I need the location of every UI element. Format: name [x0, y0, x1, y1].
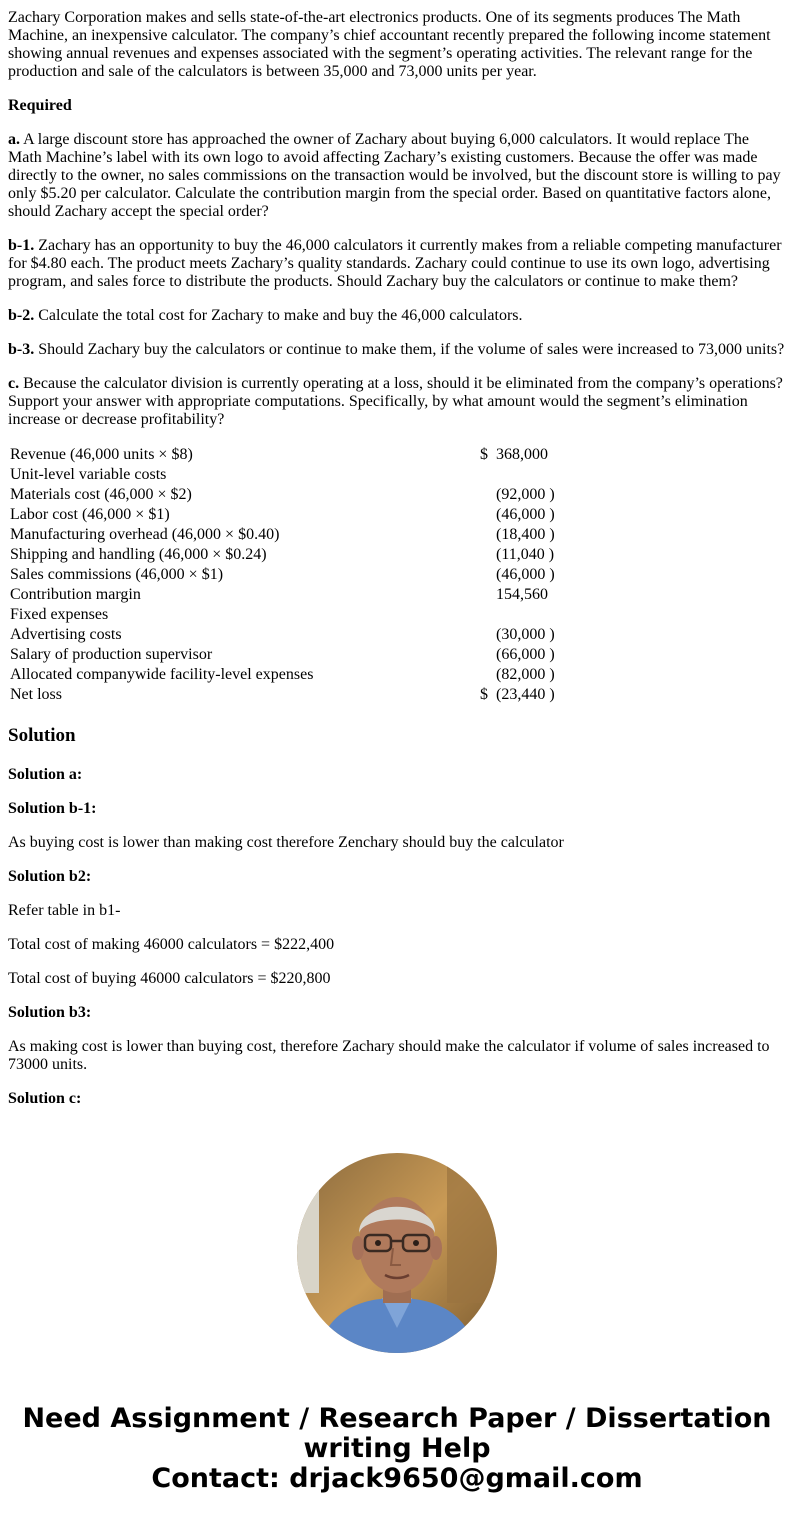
- row-currency: [478, 565, 494, 585]
- row-amount: [494, 465, 558, 485]
- table-row: [8, 585, 558, 605]
- row-label: Unit-level variable costs: [10, 466, 167, 483]
- question-b2: [8, 307, 786, 325]
- row-amount: (82,000 ): [496, 666, 555, 683]
- tutor-photo: [297, 1153, 497, 1353]
- document-body: [8, 9, 786, 1124]
- row-currency: $: [480, 446, 488, 463]
- question-a: [8, 131, 786, 221]
- row-currency: [478, 525, 494, 545]
- row-label: Materials cost (46,000 × $2): [10, 486, 192, 503]
- row-amount: [494, 605, 558, 625]
- solution-b1-heading: Solution b-1:: [8, 800, 97, 817]
- row-label: Sales commissions (46,000 × $1): [10, 566, 224, 583]
- row-amount: 368,000: [496, 446, 548, 463]
- solution-a-heading: Solution a:: [8, 766, 83, 783]
- income-statement-table: [8, 445, 558, 705]
- question-text: Calculate the total cost for Zachary to make and buy the 46,000 calculators.: [38, 307, 523, 324]
- banner-line-3: Contact: drjack9650@gmail.com: [151, 1463, 643, 1494]
- solution-b1-text: As buying cost is lower than making cost therefore Zenchary should buy the calculator: [8, 834, 564, 851]
- row-currency: [478, 585, 494, 605]
- row-currency: [478, 625, 494, 645]
- row-label: Labor cost (46,000 × $1): [10, 506, 170, 523]
- row-label: Net loss: [10, 686, 62, 703]
- solution-b2-heading: Solution b2:: [8, 868, 92, 885]
- question-b3: [8, 341, 786, 359]
- row-amount: (46,000 ): [496, 506, 555, 523]
- table-row: [8, 665, 558, 685]
- question-label: b-2.: [8, 307, 35, 324]
- row-amount: (92,000 ): [496, 486, 555, 503]
- row-label: Salary of production supervisor: [10, 646, 213, 663]
- question-text: A large discount store has approached the owner of Zachary about buying 6,000 calculators. It would replace The Math Machine’s label with its own logo to avoid affecting Zachary’s existing customers. Because the offer was made directly to the owner, no sales commissions on the transaction would be involved, but the discount store is willing to pay only $5.20 per calculator. Calculate the contribution margin from the special order. Based on quantitative factors alone, should Zachary accept the special order?: [8, 131, 781, 220]
- table-row: [8, 465, 558, 485]
- table-row: [8, 685, 558, 705]
- table-row: [8, 625, 558, 645]
- row-label: Shipping and handling (46,000 × $0.24): [10, 546, 267, 563]
- intro-paragraph: Zachary Corporation makes and sells state-of-the-art electronics products. One of its segments produces The Math Machine, an inexpensive calculator. The company’s chief accountant recently prepared the following income statement showing annual revenues and expenses associated with the segment’s operating activities. The relevant range for the production and sale of the calculators is between 35,000 and 73,000 units per year.: [8, 9, 771, 80]
- row-label: Revenue (46,000 units × $8): [10, 446, 193, 463]
- table-row: [8, 605, 558, 625]
- table-row: [8, 525, 558, 545]
- question-label: b-3.: [8, 341, 35, 358]
- row-amount: (11,040 ): [496, 546, 555, 563]
- row-amount: (23,440 ): [496, 686, 555, 703]
- banner-line-2: writing Help: [303, 1433, 491, 1464]
- question-text: Zachary has an opportunity to buy the 46,000 calculators it currently makes from a reliable competing manufacturer for $4.80 each. The product meets Zachary’s quality standards. Zachary could continue to use its own logo, advertising program, and sales force to distribute the products. Should Zachary buy the calculators or continue to make them?: [8, 237, 782, 290]
- contact-banner: [0, 1404, 794, 1494]
- row-label: Advertising costs: [10, 626, 122, 643]
- table-row: [8, 545, 558, 565]
- solution-c-heading: Solution c:: [8, 1090, 82, 1107]
- question-text: Should Zachary buy the calculators or continue to make them, if the volume of sales were increased to 73,000 units?: [38, 341, 785, 358]
- row-label: Allocated companywide facility-level expenses: [10, 666, 314, 683]
- row-amount: (46,000 ): [496, 566, 555, 583]
- question-c: [8, 375, 786, 429]
- row-currency: [478, 505, 494, 525]
- required-heading: Required: [8, 97, 72, 114]
- question-text: Because the calculator division is currently operating at a loss, should it be eliminated from the company’s operations? Support your answer with appropriate computations. Specifically, by what amount would the segment’s elimination increase or decrease profitability?: [8, 375, 783, 428]
- banner-line-1: Need Assignment / Research Paper / Dissertation: [22, 1403, 772, 1434]
- row-amount: (30,000 ): [496, 626, 555, 643]
- table-row: [8, 565, 558, 585]
- solution-b3-heading: Solution b3:: [8, 1004, 92, 1021]
- question-label: c.: [8, 375, 20, 392]
- solution-b3-text: As making cost is lower than buying cost, therefore Zachary should make the calculator if volume of sales increased to 73000 units.: [8, 1038, 770, 1073]
- row-currency: [478, 665, 494, 685]
- solution-b2-buy-cost: Total cost of buying 46000 calculators = $220,800: [8, 970, 331, 987]
- row-amount: 154,560: [496, 586, 548, 603]
- row-currency: [478, 545, 494, 565]
- row-amount: (18,400 ): [496, 526, 555, 543]
- row-label: Fixed expenses: [10, 606, 109, 623]
- table-row: [8, 445, 558, 465]
- row-label: Contribution margin: [10, 586, 141, 603]
- row-currency: [478, 465, 494, 485]
- row-currency: [478, 485, 494, 505]
- table-row: [8, 485, 558, 505]
- row-currency: [478, 645, 494, 665]
- table-row: [8, 505, 558, 525]
- question-b1: [8, 237, 786, 291]
- row-label: Manufacturing overhead (46,000 × $0.40): [10, 526, 280, 543]
- solution-b2-make-cost: Total cost of making 46000 calculators = $222,400: [8, 936, 335, 953]
- question-label: a.: [8, 131, 20, 148]
- question-label: b-1.: [8, 237, 35, 254]
- table-row: [8, 645, 558, 665]
- row-currency: $: [480, 686, 488, 703]
- row-amount: (66,000 ): [496, 646, 555, 663]
- solution-heading: Solution: [8, 725, 76, 746]
- row-currency: [478, 605, 494, 625]
- solution-b2-reference: Refer table in b1-: [8, 902, 121, 919]
- tutor-portrait: [297, 1153, 497, 1353]
